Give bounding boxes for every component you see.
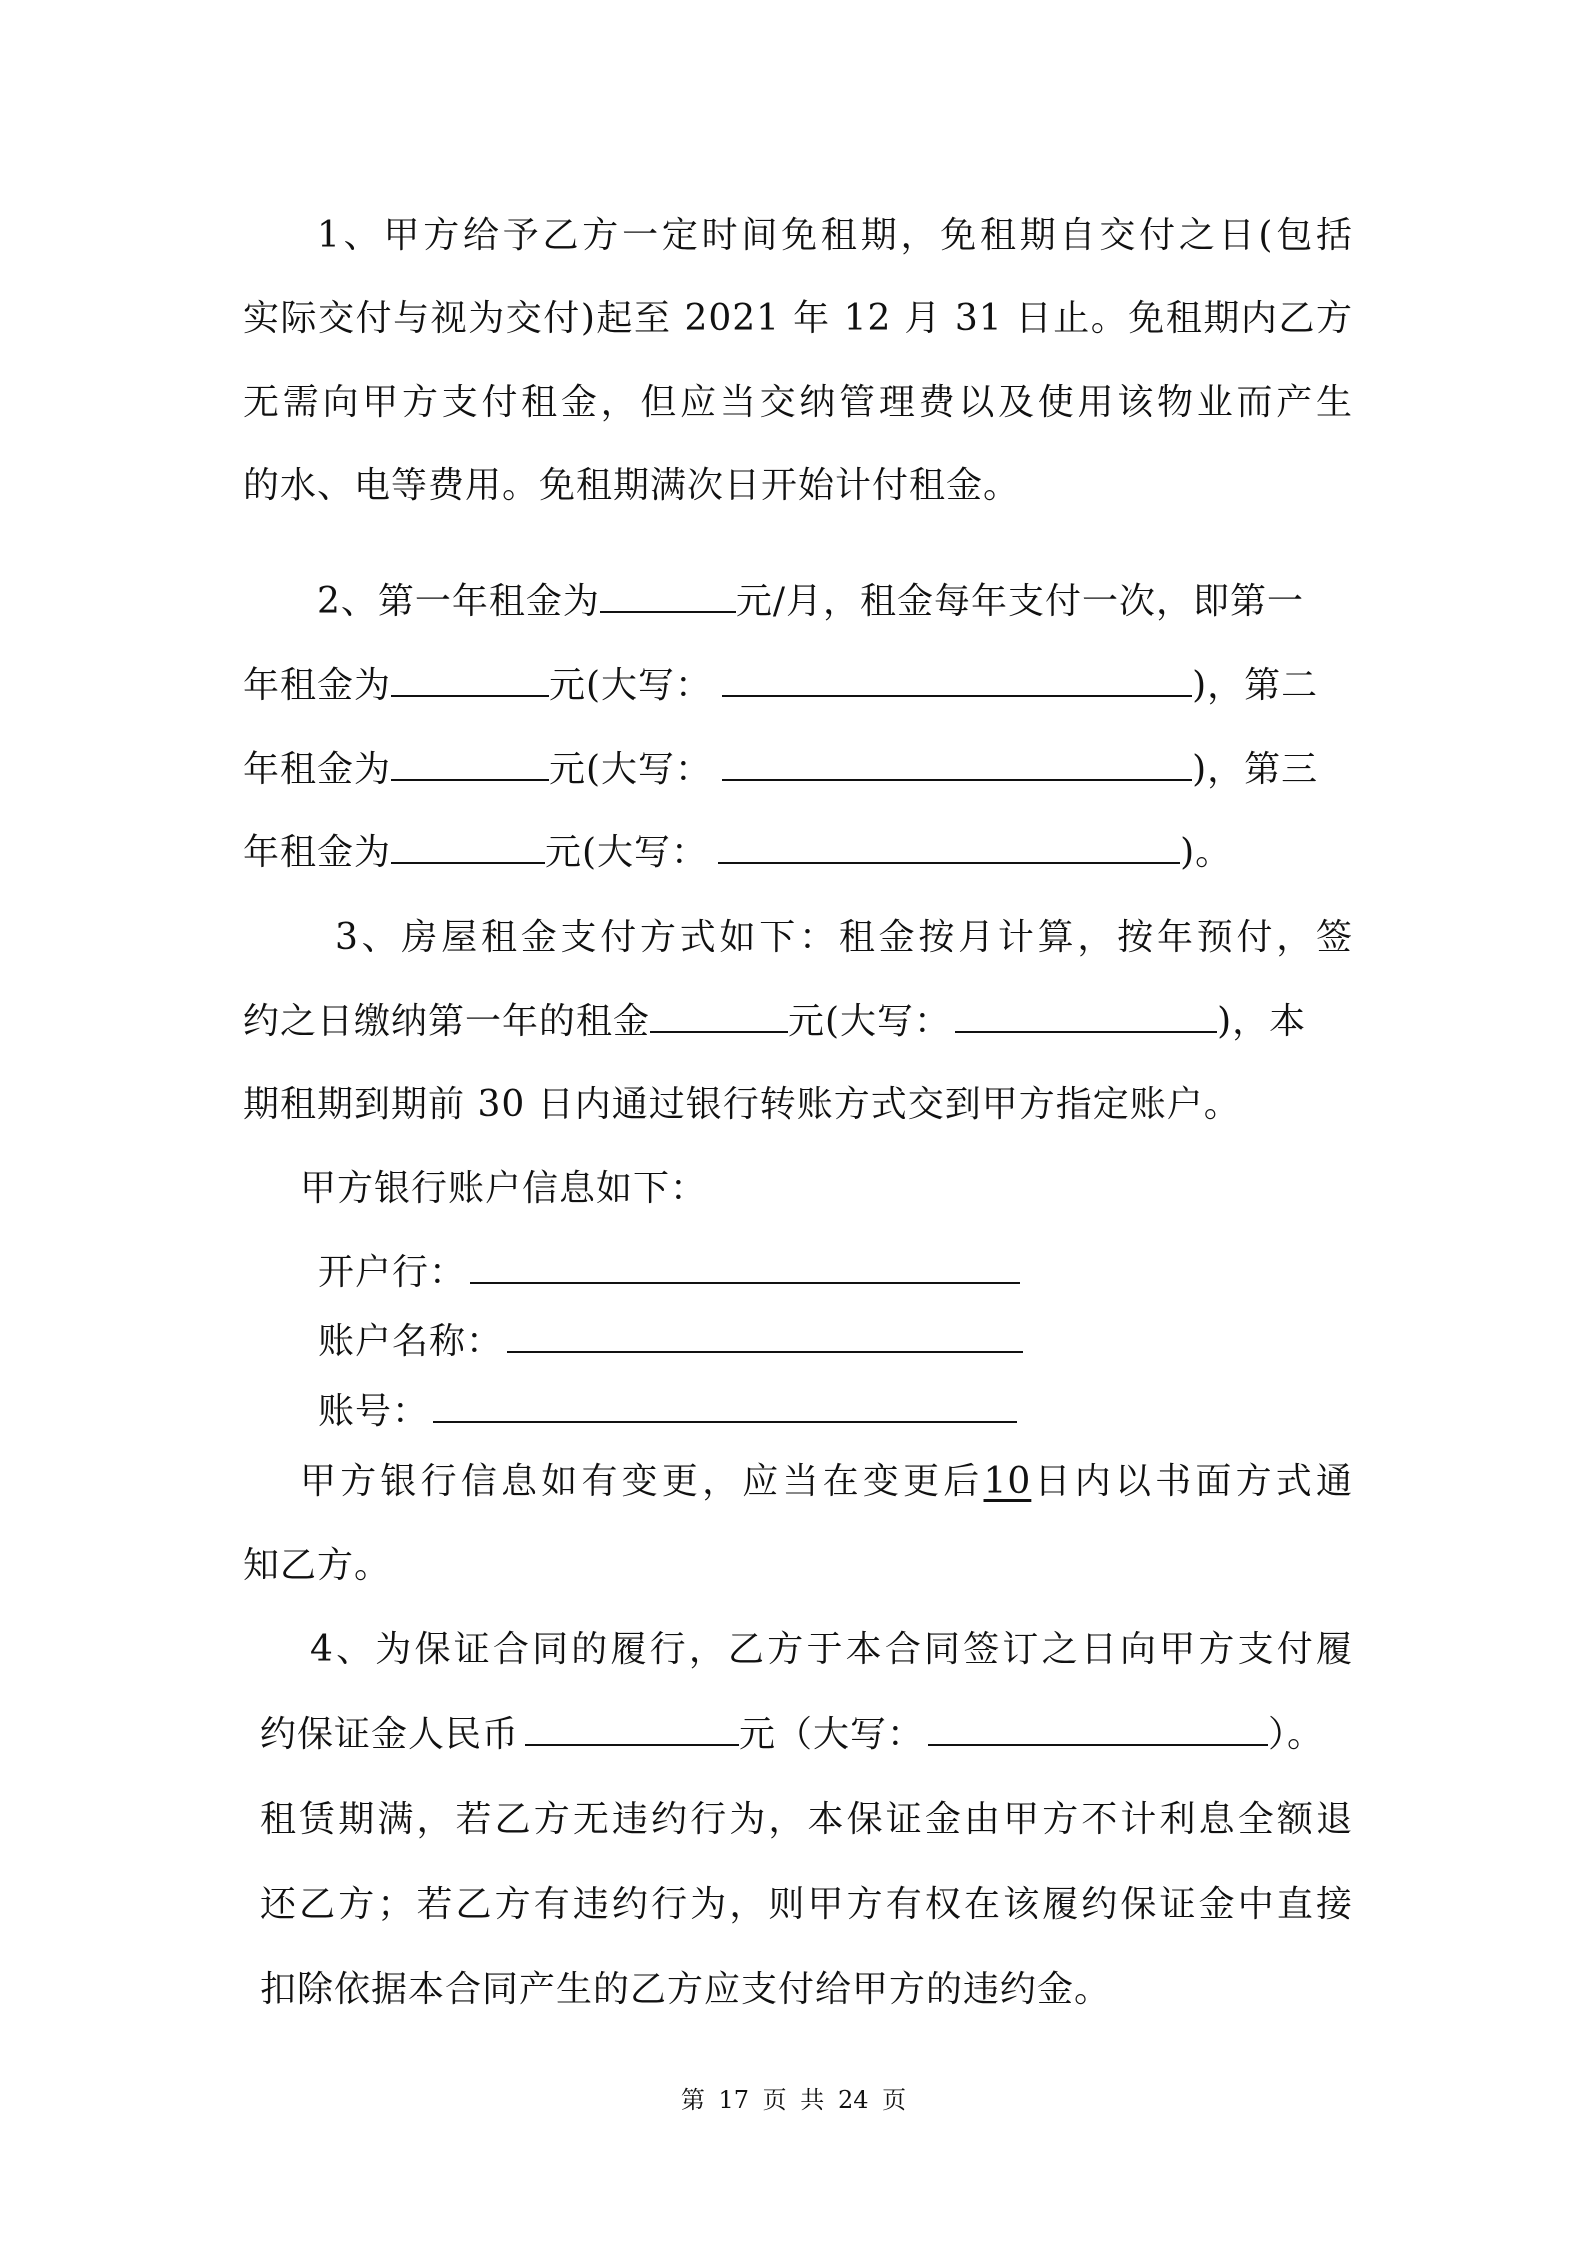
p4-line-2-text-b: 元（大写： xyxy=(739,1714,925,1755)
second-year-rent-words-blank xyxy=(722,745,1192,781)
p1-line-2: 实际交付与视为交付)起至 2021 年 12 月 31 日止。免租期内乙方 xyxy=(243,298,1353,339)
first-year-rent-words-blank xyxy=(722,661,1192,697)
p2-line-3-text-a: 年租金为 xyxy=(243,749,392,790)
second-year-rent-blank xyxy=(391,745,549,781)
account-name-label: 账户名称： xyxy=(318,1321,504,1362)
p2-line-4-text-a: 年租金为 xyxy=(243,832,392,873)
bank-name-blank xyxy=(470,1248,1020,1284)
change-line-1 xyxy=(300,1457,1353,1507)
p1-line-4: 的水、电等费用。免租期满次日开始计付租金。 xyxy=(243,465,1021,506)
account-name-blank xyxy=(507,1317,1023,1353)
change-line-2: 知乙方。 xyxy=(243,1545,392,1586)
p2-line-1 xyxy=(317,577,1353,627)
first-year-payment-words-blank xyxy=(955,997,1217,1033)
p2-line-2-text-b: 元(大写： xyxy=(549,665,713,706)
p3-line-2-text-b: 元(大写： xyxy=(788,1001,952,1042)
account-number-blank xyxy=(433,1387,1017,1423)
footer-mid: 页 共 xyxy=(762,2086,825,2114)
p2-line-3 xyxy=(243,745,1353,795)
deposit-amount-blank xyxy=(525,1710,739,1746)
p2-line-4 xyxy=(243,828,1353,878)
notice-days: 10 xyxy=(983,1461,1032,1502)
p4-line-2-text-c: ）。 xyxy=(1268,1714,1325,1755)
account-name-row xyxy=(318,1317,1428,1367)
footer-suffix: 页 xyxy=(882,2086,907,2114)
p4-line-2-text-a: 约保证金人民币 xyxy=(260,1714,520,1755)
account-number-row xyxy=(318,1387,1428,1437)
p2-line-4-text-c: )。 xyxy=(1180,832,1233,873)
p4-line-5: 扣除依据本合同产生的乙方应支付给甲方的违约金。 xyxy=(260,1969,1112,2010)
third-year-rent-blank xyxy=(391,828,545,864)
p4-line-3: 租赁期满，若乙方无违约行为，本保证金由甲方不计利息全额退 xyxy=(260,1799,1353,1840)
account-number-label: 账号： xyxy=(318,1391,430,1432)
p3-line-3: 期租期到期前 30 日内通过银行转账方式交到甲方指定账户。 xyxy=(243,1084,1241,1125)
footer-prefix: 第 xyxy=(680,2086,705,2114)
first-year-monthly-rent-blank xyxy=(600,577,736,613)
p2-line-2-text-a: 年租金为 xyxy=(243,665,392,706)
current-page-number: 17 xyxy=(718,2086,750,2114)
p2-line-2 xyxy=(243,661,1353,711)
p2-line-2-text-c: )，第二 xyxy=(1192,665,1319,706)
first-year-payment-blank xyxy=(650,997,788,1033)
third-year-rent-words-blank xyxy=(718,828,1180,864)
deposit-words-blank xyxy=(928,1710,1268,1746)
p2-line-3-text-b: 元(大写： xyxy=(549,749,713,790)
p3-line-1: 3、房屋租金支付方式如下：租金按月计算，按年预付，签 xyxy=(335,917,1353,958)
bank-name-row xyxy=(318,1248,1428,1298)
p4-line-1: 4、为保证合同的履行，乙方于本合同签订之日向甲方支付履 xyxy=(310,1629,1353,1670)
p2-line-1-text-a: 2、第一年租金为 xyxy=(317,581,600,622)
p2-line-3-text-c: )，第三 xyxy=(1192,749,1319,790)
p3-line-2 xyxy=(243,997,1353,1047)
p1-line-3: 无需向甲方支付租金，但应当交纳管理费以及使用该物业而产生 xyxy=(243,382,1353,423)
p2-line-4-text-b: 元(大写： xyxy=(545,832,709,873)
bank-name-label: 开户行： xyxy=(318,1252,467,1293)
p2-line-1-text-b: 元/月，租金每年支付一次，即第一 xyxy=(735,581,1305,622)
page-footer xyxy=(0,2084,1587,2116)
change-line-1-text-b: 日内以书面方式通 xyxy=(1031,1461,1353,1502)
p3-line-2-text-a: 约之日缴纳第一年的租金 xyxy=(243,1001,651,1042)
p4-line-2 xyxy=(260,1710,1353,1760)
first-year-rent-blank xyxy=(391,661,549,697)
total-pages: 24 xyxy=(837,2086,869,2114)
bank-intro: 甲方银行账户信息如下： xyxy=(300,1168,708,1209)
p3-line-2-text-c: )，本 xyxy=(1217,1001,1307,1042)
p1-line-1: 1、甲方给予乙方一定时间免租期，免租期自交付之日(包括 xyxy=(317,215,1353,256)
change-line-1-text-a: 甲方银行信息如有变更，应当在变更后 xyxy=(300,1461,984,1502)
p4-line-4: 还乙方；若乙方有违约行为，则甲方有权在该履约保证金中直接 xyxy=(260,1884,1353,1925)
